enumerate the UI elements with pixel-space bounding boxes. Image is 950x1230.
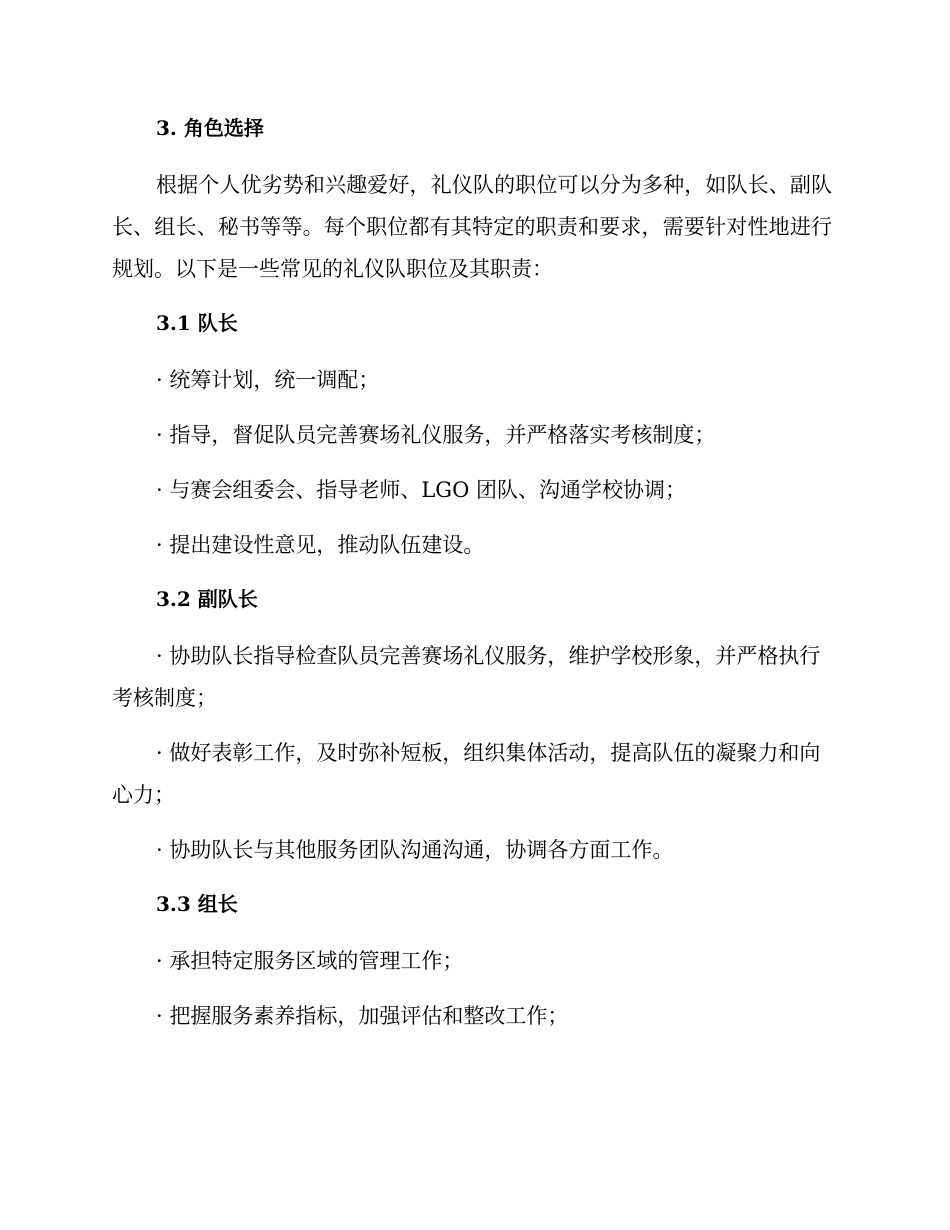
section-heading: 3. 角色选择 [156, 116, 264, 140]
intro-paragraph: 根据个人优劣势和兴趣爱好，礼仪队的职位可以分为多种，如队长、副队长、组长、秘书等等。每个职位都有其特定的职责和要求，需要针对性地进行规划。以下是一些常见的礼仪队职位及其职责： [112, 173, 832, 281]
subsection-heading-group-leader: 3.3 组长 [156, 892, 238, 916]
list-item: · 指导，督促队员完善赛场礼仪服务，并严格落实考核制度； [156, 423, 716, 447]
list-item: · 统筹计划，统一调配； [156, 368, 380, 392]
list-item: · 做好表彰工作，及时弥补短板，组织集体活动，提高队伍的凝聚力和向心力； [112, 741, 821, 807]
list-item: · 协助队长指导检查队员完善赛场礼仪服务，维护学校形象，并严格执行考核制度； [112, 644, 821, 710]
list-item: · 承担特定服务区域的管理工作； [156, 949, 464, 973]
list-item: · 把握服务素养指标，加强评估和整改工作； [156, 1004, 569, 1028]
subsection-heading-vice-captain: 3.2 副队长 [156, 587, 258, 611]
list-item: · 协助队长与其他服务团队沟通沟通，协调各方面工作。 [156, 838, 674, 862]
document-page [112, 108, 832, 1050]
subsection-heading-captain: 3.1 队长 [156, 311, 238, 335]
list-item: · 与赛会组委会、指导老师、LGO 团队、沟通学校协调； [156, 478, 686, 502]
list-item: · 提出建设性意见，推动队伍建设。 [156, 533, 485, 557]
